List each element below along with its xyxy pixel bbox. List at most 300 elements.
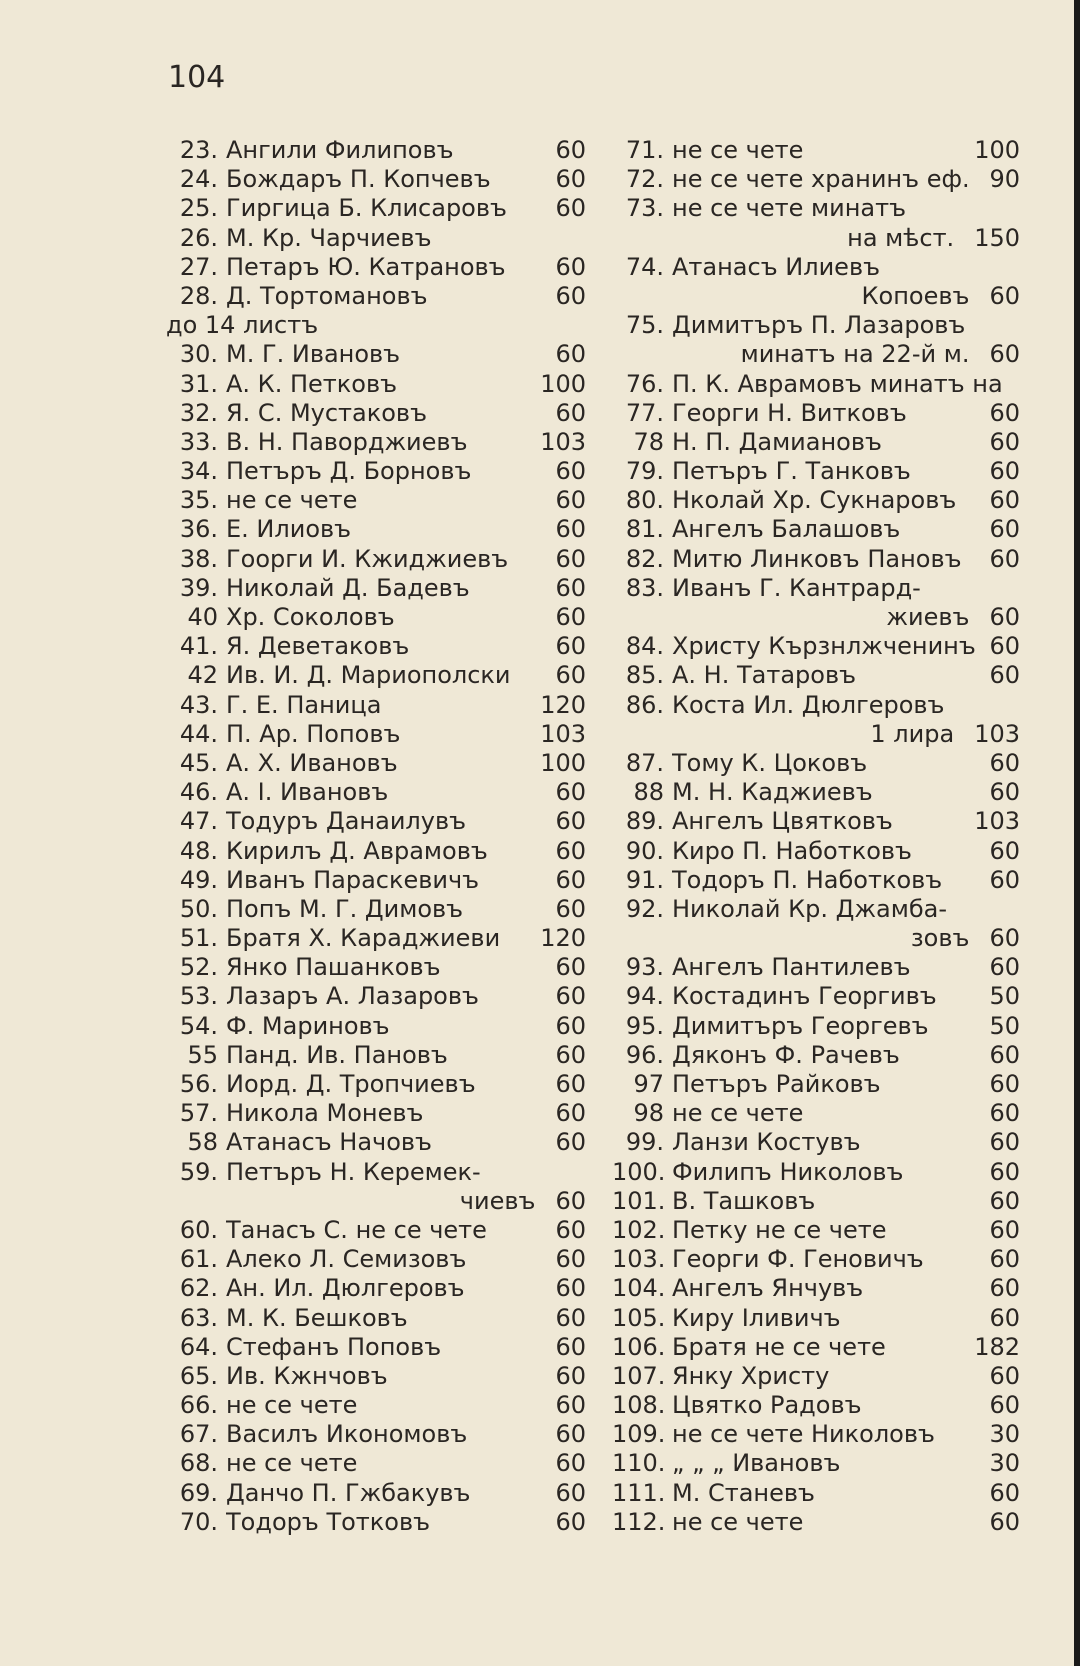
entry-name: Георги Н. Витковъ xyxy=(672,398,907,427)
list-item xyxy=(166,1362,586,1391)
entry-name: Братя не се чете xyxy=(672,1332,886,1361)
list-item xyxy=(612,194,1020,223)
entry-name: не се чете хранинъ еф. xyxy=(672,165,970,194)
entry-name: Янку Христу xyxy=(672,1361,830,1390)
entry-name: Ф. Мариновъ xyxy=(226,1011,390,1040)
entry-name: не се чете xyxy=(226,1449,358,1478)
list-item xyxy=(612,691,1020,720)
entry-name: Киру Іливичъ xyxy=(672,1303,841,1332)
entry-number: 90. xyxy=(625,836,664,865)
entry-amount: 60 xyxy=(989,1186,1020,1215)
entry-name: не се чете xyxy=(672,136,804,164)
list-item xyxy=(612,1508,1020,1537)
entry-name: Панд. Ив. Пановъ xyxy=(226,1040,448,1069)
list-item xyxy=(612,1420,1020,1449)
list-item xyxy=(612,428,1020,457)
entry-name: Попъ М. Г. Димовъ xyxy=(226,894,464,923)
list-item xyxy=(612,486,1020,515)
list-item xyxy=(612,515,1020,544)
list-item xyxy=(612,311,1020,340)
list-item xyxy=(612,837,1020,866)
entry-amount: 60 xyxy=(555,340,586,369)
entry-name: до 14 листъ xyxy=(166,311,319,340)
list-item xyxy=(166,1449,586,1478)
entry-amount: 60 xyxy=(555,1245,586,1274)
entry-amount: 60 xyxy=(555,165,586,194)
entry-number: 57. xyxy=(179,1099,218,1128)
entry-number: 108. xyxy=(612,1391,666,1420)
entry-amount: 60 xyxy=(989,398,1020,427)
entry-amount: 60 xyxy=(555,1215,586,1244)
entry-amount: 60 xyxy=(989,1070,1020,1098)
list-item xyxy=(166,1128,586,1157)
entry-name: минатъ на 22-й м. xyxy=(740,340,970,369)
entry-amount: 60 xyxy=(989,632,1020,661)
entry-number: 38. xyxy=(179,544,218,573)
list-item xyxy=(612,1479,1020,1508)
entry-amount: 60 xyxy=(555,1011,586,1040)
entry-name: Г. Е. Паница xyxy=(226,690,382,719)
entry-amount: 60 xyxy=(989,1099,1020,1128)
list-item xyxy=(166,720,586,749)
entry-number: 50. xyxy=(179,894,218,923)
entry-amount: 60 xyxy=(555,807,586,836)
entry-name: Гиргица Б. Клисаровъ xyxy=(226,194,507,223)
list-item xyxy=(612,457,1020,486)
entry-name: Ан. Ил. Дюлгеровъ xyxy=(226,1274,465,1303)
entry-number: 112. xyxy=(612,1507,666,1536)
entry-name: Лaнзи Костувъ xyxy=(672,1128,861,1157)
list-item xyxy=(612,1012,1020,1041)
entry-amount: 60 xyxy=(555,632,586,661)
list-item xyxy=(612,574,1020,603)
entry-amount: 60 xyxy=(555,953,586,982)
entry-number: 76. xyxy=(625,369,664,398)
list-item xyxy=(166,1099,586,1128)
entry-name: Тодоръ П. Наботковъ xyxy=(672,865,943,894)
entry-number: 56. xyxy=(179,1070,218,1098)
entry-number: 39. xyxy=(179,573,218,602)
entry-amount: 60 xyxy=(989,1040,1020,1069)
list-item xyxy=(166,1304,586,1333)
entry-name: Георги Ф. Геновичъ xyxy=(672,1245,924,1274)
entry-amount: 60 xyxy=(555,982,586,1011)
entry-amount: 60 xyxy=(989,486,1020,515)
list-item xyxy=(612,1187,1020,1216)
entry-number: 82. xyxy=(625,544,664,573)
entry-name: Киро П. Наботковъ xyxy=(672,836,912,865)
list-item xyxy=(166,632,586,661)
entry-name: Ив. И. Д. Мариополски xyxy=(226,661,511,690)
list-item xyxy=(166,661,586,690)
entry-amount: 30 xyxy=(989,1449,1020,1478)
entry-number: 28. xyxy=(179,281,218,310)
entry-amount: 60 xyxy=(989,1507,1020,1536)
entry-number: 106. xyxy=(612,1332,666,1361)
entry-name: А. Х. Ивановъ xyxy=(226,748,398,777)
entry-name: на мѣст. xyxy=(847,223,955,252)
entry-name: М. Кр. Чарчиевъ xyxy=(226,223,432,252)
list-item xyxy=(166,486,586,515)
entry-number: 24. xyxy=(179,165,218,194)
list-item xyxy=(166,1187,586,1216)
list-item xyxy=(166,924,586,953)
entry-amount: 60 xyxy=(989,1478,1020,1507)
list-item xyxy=(612,807,1020,836)
entry-name: Бождаръ П. Копчевъ xyxy=(226,165,491,194)
entry-amount: 60 xyxy=(989,661,1020,690)
entry-name: Ангелъ Янчувъ xyxy=(672,1274,864,1303)
list-item xyxy=(166,953,586,982)
list-item xyxy=(166,457,586,486)
entry-number: 84. xyxy=(625,632,664,661)
entry-name: Димитъръ Георгевъ xyxy=(672,1011,929,1040)
list-item xyxy=(612,1158,1020,1187)
list-item xyxy=(166,515,586,544)
entry-number: 32. xyxy=(179,398,218,427)
entry-amount: 100 xyxy=(540,748,586,777)
entry-number: 111. xyxy=(612,1478,666,1507)
entry-amount: 60 xyxy=(555,1507,586,1536)
entry-amount: 60 xyxy=(555,398,586,427)
list-item xyxy=(166,1245,586,1274)
entry-amount: 50 xyxy=(989,1011,1020,1040)
entry-name: Лазаръ А. Лазаровъ xyxy=(226,982,479,1011)
entry-number: 49. xyxy=(179,865,218,894)
list-item xyxy=(612,136,1020,165)
entry-number: 59. xyxy=(179,1157,218,1186)
entry-number: 86. xyxy=(625,690,664,719)
entry-number: 41. xyxy=(179,632,218,661)
entry-amount: 60 xyxy=(555,1478,586,1507)
entry-name: Стефанъ Поповъ xyxy=(226,1332,442,1361)
entry-amount: 120 xyxy=(540,690,586,719)
list-item xyxy=(166,370,586,399)
list-item xyxy=(166,545,586,574)
entry-amount: 30 xyxy=(989,1420,1020,1449)
entry-number: 26. xyxy=(179,223,218,252)
entry-number: 100. xyxy=(612,1157,666,1186)
entry-amount: 150 xyxy=(974,223,1020,252)
entry-number: 94. xyxy=(625,982,664,1011)
entry-number: 92. xyxy=(625,894,664,923)
entry-name: М. Н. Каджиевъ xyxy=(672,778,873,807)
entry-name: Д. Тортомановъ xyxy=(226,281,428,310)
entry-amount: 60 xyxy=(555,136,586,164)
entry-name: чиевъ xyxy=(459,1186,536,1215)
list-item xyxy=(166,807,586,836)
entry-amount: 60 xyxy=(555,661,586,690)
entry-name: А. К. Петковъ xyxy=(226,369,398,398)
list-item xyxy=(612,1041,1020,1070)
entry-number: 52. xyxy=(179,953,218,982)
entry-amount: 60 xyxy=(989,778,1020,807)
list-item xyxy=(166,1070,586,1099)
list-item xyxy=(612,1274,1020,1303)
list-item xyxy=(166,428,586,457)
entry-number: 102. xyxy=(612,1215,666,1244)
list-item xyxy=(166,574,586,603)
entry-name: Петъръ Д. Борновъ xyxy=(226,457,472,486)
list-item xyxy=(166,691,586,720)
list-item xyxy=(166,194,586,223)
list-item xyxy=(166,224,586,253)
entry-amount: 60 xyxy=(555,1303,586,1332)
entry-number: 107. xyxy=(612,1361,666,1390)
entry-amount: 60 xyxy=(555,1391,586,1420)
entry-name: Атанасъ Илиевъ xyxy=(672,252,881,281)
list-item xyxy=(166,399,586,428)
entry-name: Петъръ Райковъ xyxy=(672,1070,881,1098)
list-item xyxy=(612,661,1020,690)
entry-number: 47. xyxy=(179,807,218,836)
entry-amount: 60 xyxy=(989,1215,1020,1244)
entry-number: 79. xyxy=(625,457,664,486)
entry-amount: 60 xyxy=(989,427,1020,456)
list-item xyxy=(166,1420,586,1449)
entry-number: 40 xyxy=(187,603,218,631)
entry-name: В. Н. Паворджиевъ xyxy=(226,427,468,456)
entry-number: 73. xyxy=(625,194,664,223)
entry-name: Атанасъ Начовъ xyxy=(226,1128,433,1157)
entry-amount: 60 xyxy=(989,1157,1020,1186)
list-item xyxy=(166,895,586,924)
entry-name: Димитъръ П. Лазаровъ xyxy=(672,311,966,340)
entry-name: Ангелъ Цвятковъ xyxy=(672,807,893,836)
entry-number: 110. xyxy=(612,1449,666,1478)
list-item xyxy=(612,340,1020,369)
list-item xyxy=(166,1391,586,1420)
entry-amount: 60 xyxy=(555,544,586,573)
entry-number: 45. xyxy=(179,748,218,777)
entry-amount: 60 xyxy=(555,1040,586,1069)
entry-amount: 90 xyxy=(989,165,1020,194)
list-item xyxy=(166,1508,586,1537)
page-number: 104 xyxy=(168,60,226,95)
list-item xyxy=(612,399,1020,428)
entry-name: М. К. Бешковъ xyxy=(226,1303,408,1332)
list-item xyxy=(612,1245,1020,1274)
entry-name: не се чете xyxy=(672,1099,804,1128)
entry-name: Петку не се чете xyxy=(672,1215,887,1244)
entry-amount: 182 xyxy=(974,1332,1020,1361)
entry-amount: 60 xyxy=(555,836,586,865)
entry-number: 99. xyxy=(625,1128,664,1157)
list-item xyxy=(166,1158,586,1187)
entry-name: Костадинъ Георгивъ xyxy=(672,982,937,1011)
entry-number: 44. xyxy=(179,719,218,748)
entry-amount: 60 xyxy=(555,1449,586,1478)
list-item xyxy=(612,953,1020,982)
entry-number: 64. xyxy=(179,1332,218,1361)
entry-amount: 60 xyxy=(555,778,586,807)
entry-name: жиевъ xyxy=(886,603,970,631)
list-item xyxy=(612,924,1020,953)
entry-amount: 50 xyxy=(989,982,1020,1011)
list-item xyxy=(166,1333,586,1362)
entry-name: Петъръ Н. Керемек- xyxy=(226,1157,481,1186)
entry-name: Янко Пашанковъ xyxy=(226,953,441,982)
entry-number: 27. xyxy=(179,252,218,281)
entry-amount: 60 xyxy=(555,1420,586,1449)
entry-number: 51. xyxy=(179,924,218,953)
list-item xyxy=(166,837,586,866)
entry-number: 46. xyxy=(179,778,218,807)
entry-name: Н. П. Дамиановъ xyxy=(672,427,882,456)
entry-amount: 60 xyxy=(989,603,1020,631)
entry-name: Иванъ Г. Кантрард- xyxy=(672,573,921,602)
entry-name: А. Н. Татаровъ xyxy=(672,661,857,690)
list-item xyxy=(166,1274,586,1303)
entry-number: 105. xyxy=(612,1303,666,1332)
entry-number: 89. xyxy=(625,807,664,836)
entry-name: не се чете минатъ xyxy=(672,194,907,223)
entry-name: Данчо П. Гжбакувъ xyxy=(226,1478,471,1507)
entry-number: 75. xyxy=(625,311,664,340)
entry-number: 61. xyxy=(179,1245,218,1274)
list-item xyxy=(612,982,1020,1011)
list-item xyxy=(612,165,1020,194)
entry-name: Братя Х. Караджиеви xyxy=(226,924,501,953)
entry-number: 34. xyxy=(179,457,218,486)
list-item xyxy=(612,895,1020,924)
entry-number: 97 xyxy=(633,1070,664,1098)
entry-name: Петаръ Ю. Катрановъ xyxy=(226,252,506,281)
list-item xyxy=(612,866,1020,895)
entry-name: Тодоръ Тотковъ xyxy=(226,1507,431,1536)
entry-amount: 60 xyxy=(555,281,586,310)
entry-name: 1 лира xyxy=(870,719,955,748)
entry-amount: 60 xyxy=(989,515,1020,544)
entry-amount: 60 xyxy=(555,1186,586,1215)
entry-number: 95. xyxy=(625,1011,664,1040)
entry-amount: 60 xyxy=(989,865,1020,894)
entry-number: 55 xyxy=(187,1040,218,1069)
entry-number: 23. xyxy=(179,136,218,164)
list-item xyxy=(166,340,586,369)
entry-name: Николай Д. Бадевъ xyxy=(226,573,470,602)
entry-name: Танасъ С. не се чете xyxy=(226,1215,487,1244)
entry-amount: 60 xyxy=(555,1332,586,1361)
list-item xyxy=(612,253,1020,282)
entry-name: Цвятко Радовъ xyxy=(672,1391,862,1420)
entry-number: 33. xyxy=(179,427,218,456)
entry-name: П. К. Аврамовъ минатъ на xyxy=(672,369,1003,398)
list-item xyxy=(166,253,586,282)
entry-amount: 60 xyxy=(555,486,586,515)
entry-number: 104. xyxy=(612,1274,666,1303)
entry-number: 68. xyxy=(179,1449,218,1478)
entry-number: 66. xyxy=(179,1391,218,1420)
entry-number: 25. xyxy=(179,194,218,223)
entry-amount: 60 xyxy=(989,748,1020,777)
entry-number: 60. xyxy=(179,1215,218,1244)
entry-amount: 60 xyxy=(989,836,1020,865)
entry-name: Кирилъ Д. Аврамовъ xyxy=(226,836,488,865)
entry-amount: 60 xyxy=(555,1361,586,1390)
list-item xyxy=(612,1070,1020,1099)
list-item xyxy=(612,778,1020,807)
entry-name: Дяконъ Ф. Рачевъ xyxy=(672,1040,900,1069)
entry-name: Коста Ил. Дюлгеровъ xyxy=(672,690,945,719)
entry-name: А. І. Ивановъ xyxy=(226,778,389,807)
entry-number: 72. xyxy=(625,165,664,194)
entry-number: 80. xyxy=(625,486,664,515)
entry-number: 48. xyxy=(179,836,218,865)
entry-number: 88 xyxy=(633,778,664,807)
entry-number: 62. xyxy=(179,1274,218,1303)
list-item xyxy=(166,1216,586,1245)
entry-amount: 60 xyxy=(989,1245,1020,1274)
list-item xyxy=(612,224,1020,253)
entry-name: Е. Илиовъ xyxy=(226,515,352,544)
entry-name: Ангили Филиповъ xyxy=(226,136,454,164)
entry-amount: 60 xyxy=(555,457,586,486)
entry-name: Алеко Л. Семизовъ xyxy=(226,1245,467,1274)
entry-name: Хр. Соколовъ xyxy=(226,603,395,631)
entry-name: Христу Кързнлжченинъ xyxy=(672,632,976,661)
entry-amount: 103 xyxy=(974,719,1020,748)
entry-amount: 60 xyxy=(555,1070,586,1098)
entry-amount: 60 xyxy=(989,544,1020,573)
entry-name: Копоевъ xyxy=(861,281,970,310)
entry-name: Николай Кр. Джамба- xyxy=(672,894,947,923)
list-item xyxy=(612,1333,1020,1362)
entry-name: Ангелъ Балашовъ xyxy=(672,515,901,544)
right-column xyxy=(612,136,1020,1537)
entry-number: 109. xyxy=(612,1420,666,1449)
entry-amount: 100 xyxy=(540,369,586,398)
list-item xyxy=(166,982,586,1011)
entry-number: 53. xyxy=(179,982,218,1011)
entry-amount: 60 xyxy=(555,865,586,894)
list-item xyxy=(166,165,586,194)
entry-name: М. Г. Ивановъ xyxy=(226,340,401,369)
entry-number: 71. xyxy=(625,136,664,164)
entry-amount: 120 xyxy=(540,924,586,953)
entry-number: 103. xyxy=(612,1245,666,1274)
entry-amount: 60 xyxy=(989,1274,1020,1303)
entry-amount: 60 xyxy=(989,1391,1020,1420)
list-item xyxy=(612,1099,1020,1128)
list-item xyxy=(166,282,586,311)
entry-name: Я. Деветаковъ xyxy=(226,632,410,661)
entry-name: П. Ар. Поповъ xyxy=(226,719,401,748)
list-item xyxy=(612,749,1020,778)
list-item xyxy=(166,311,586,340)
entry-number: 70. xyxy=(179,1507,218,1536)
entry-number: 54. xyxy=(179,1011,218,1040)
entry-name: Петъръ Г. Танковъ xyxy=(672,457,911,486)
entry-name: Василъ Икономовъ xyxy=(226,1420,468,1449)
entry-number: 101. xyxy=(612,1186,666,1215)
entry-name: Митю Линковъ Пановъ xyxy=(672,544,962,573)
entry-amount: 60 xyxy=(555,252,586,281)
entry-amount: 60 xyxy=(555,1099,586,1128)
entry-amount: 60 xyxy=(555,194,586,223)
entry-name: Ангелъ Пантилевъ xyxy=(672,953,911,982)
entry-number: 77. xyxy=(625,398,664,427)
entry-amount: 60 xyxy=(555,894,586,923)
list-item xyxy=(166,778,586,807)
entry-name: не се чете xyxy=(672,1507,804,1536)
entry-number: 96. xyxy=(625,1040,664,1069)
list-item xyxy=(612,1216,1020,1245)
entry-name: Никола Моневъ xyxy=(226,1099,424,1128)
entry-name: „ „ „ Ивановъ xyxy=(672,1449,841,1478)
entry-number: 65. xyxy=(179,1361,218,1390)
list-item xyxy=(612,1449,1020,1478)
